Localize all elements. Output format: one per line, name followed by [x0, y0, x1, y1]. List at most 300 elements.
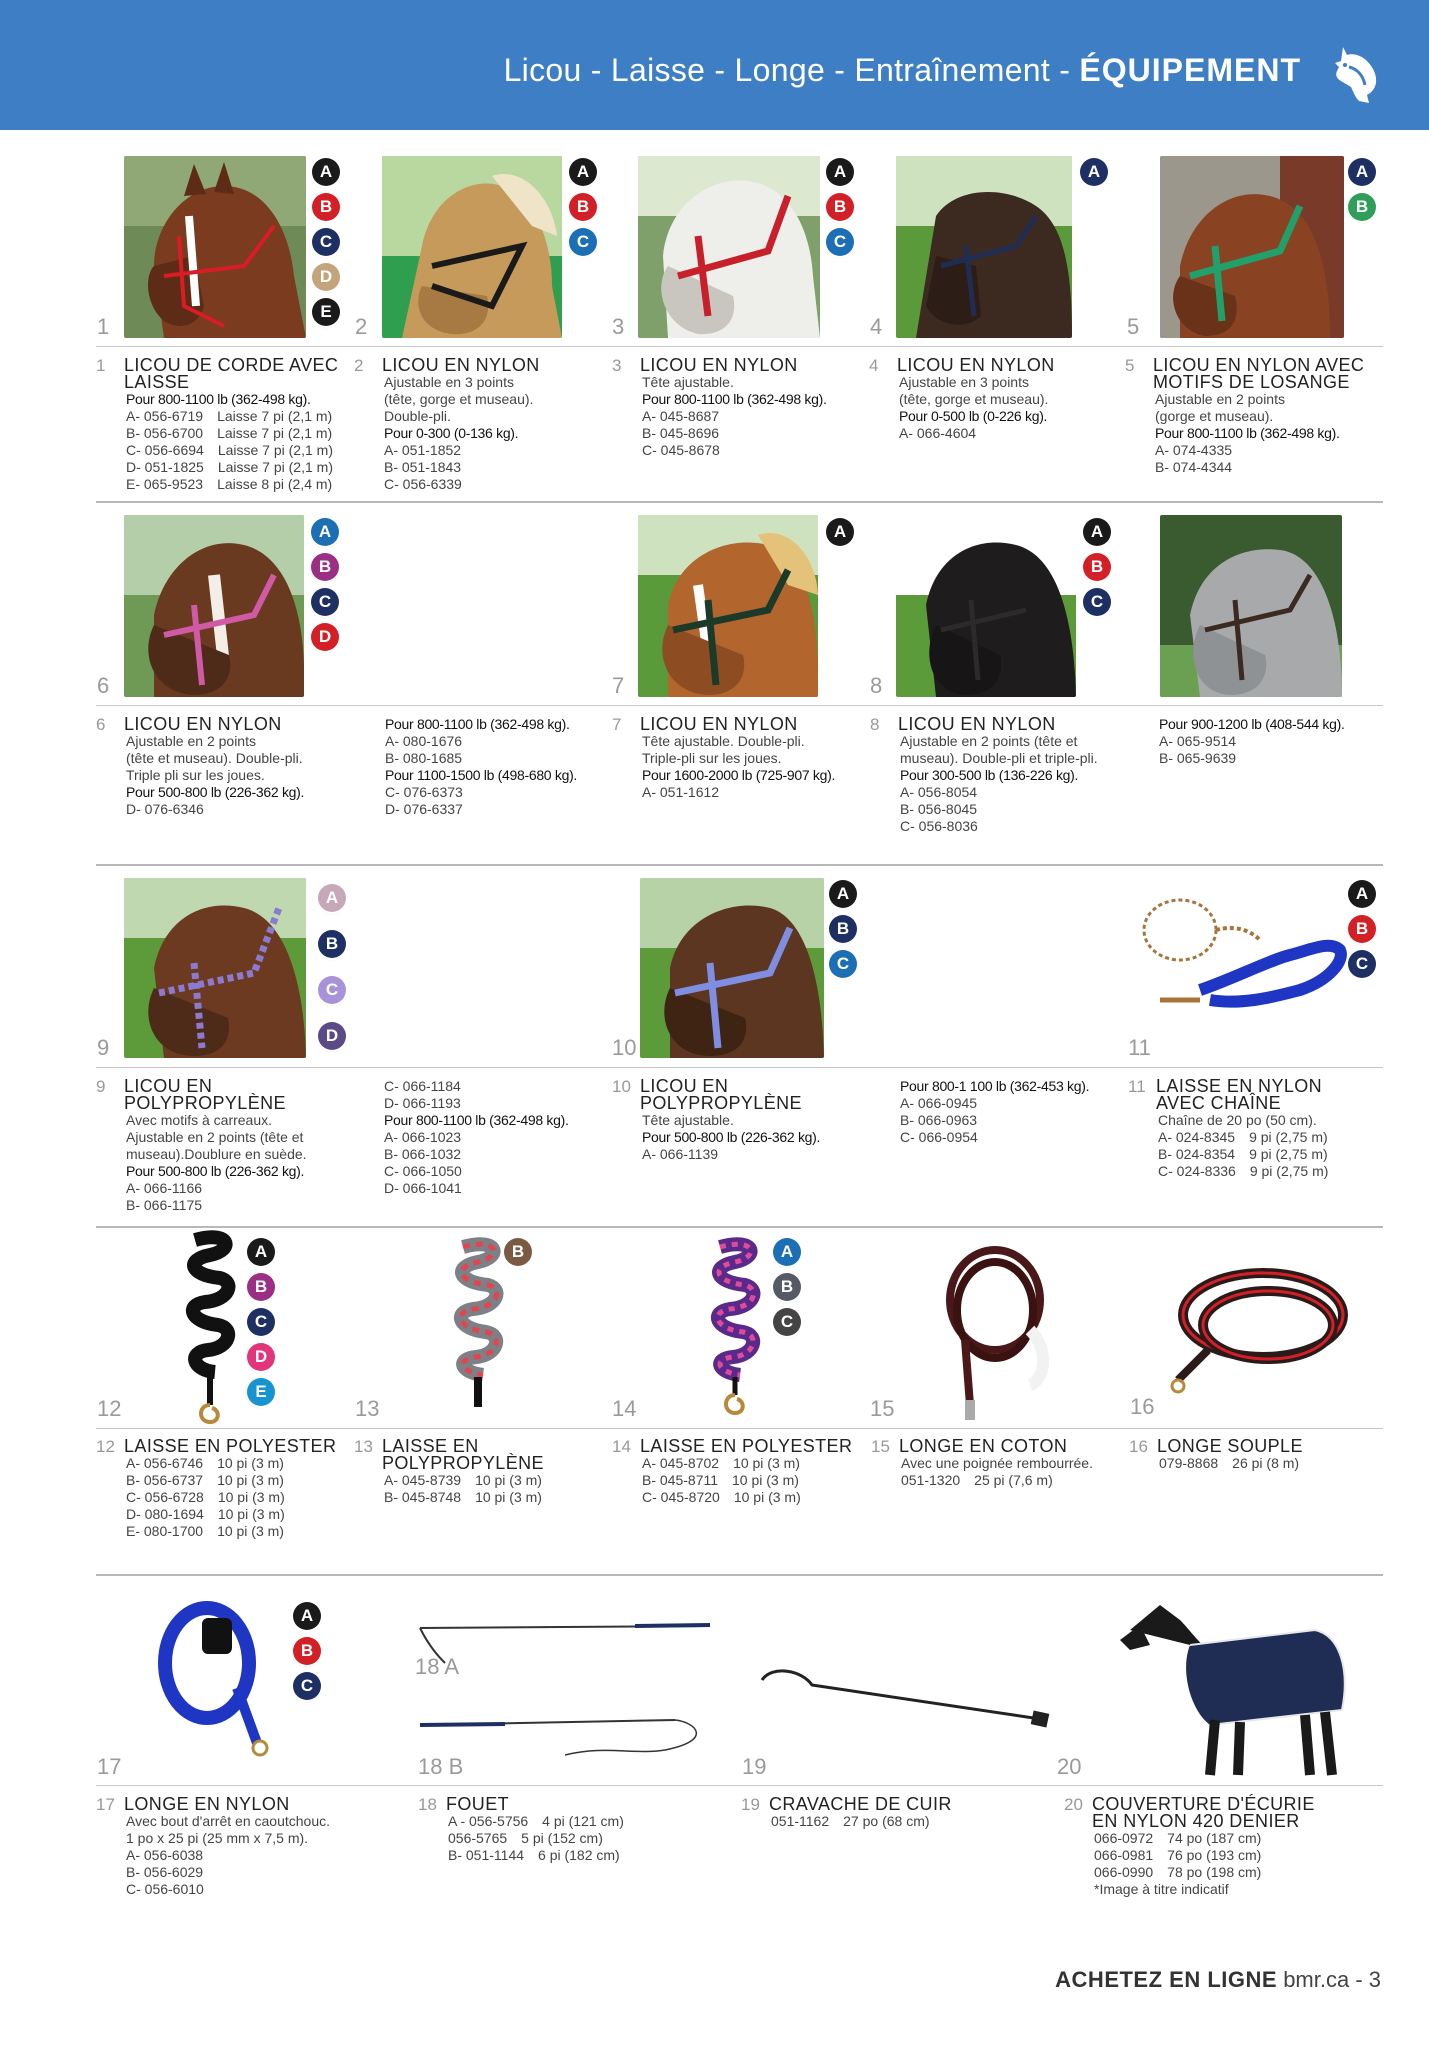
item-size: Laisse 7 pi (2,1 m) — [217, 425, 333, 441]
item-size: Laisse 7 pi (2,1 m) — [217, 408, 333, 424]
item-detail-line — [126, 1523, 348, 1540]
item-size: 9 pi (2,75 m) — [1249, 1163, 1329, 1179]
item-detail-line — [900, 1078, 1140, 1095]
item-detail-text: C- 056-6694 — [126, 442, 204, 458]
divider — [96, 1226, 1383, 1228]
item-detail-line — [1155, 425, 1377, 442]
item-detail-text: A- 066-1023 — [384, 1129, 462, 1145]
image-number: 6 — [97, 673, 110, 698]
item-detail-line — [126, 442, 348, 459]
item-detail-line — [126, 733, 348, 750]
item-title: LICOU EN NYLON — [640, 714, 798, 734]
variant-badge-a: A — [318, 884, 346, 912]
product-item — [1131, 1438, 1381, 1472]
item-detail-line — [126, 1129, 348, 1146]
item-detail-text: (tête, gorge et museau). — [384, 391, 534, 407]
item-detail-line — [126, 1112, 348, 1129]
item-detail-text: museau).Doublure en suède. — [126, 1146, 307, 1162]
item-detail-text: B- 051-1843 — [384, 459, 462, 475]
product-item — [1066, 1796, 1316, 1898]
product-item — [356, 1438, 606, 1506]
item-detail-line — [642, 1112, 864, 1129]
item-detail-line — [126, 750, 348, 767]
item-number: 16 — [1129, 1437, 1148, 1456]
product-photo-17 — [152, 1598, 282, 1758]
item-detail-line — [1158, 1163, 1380, 1180]
item-size: 78 po (198 cm) — [1167, 1864, 1262, 1880]
item-detail-text: Avec motifs à carreaux. — [126, 1112, 273, 1128]
image-number: 4 — [870, 314, 883, 339]
item-title: LONGE SOUPLE — [1157, 1436, 1303, 1456]
variant-badge-c: C — [247, 1308, 275, 1336]
item-detail-line — [126, 1163, 348, 1180]
variant-badge-c: C — [1348, 950, 1376, 978]
item-detail-text: A- 066-0945 — [900, 1095, 978, 1111]
item-detail-text: Ajustable en 3 points — [899, 374, 1029, 390]
item-detail-text: Avec une poignée rembourrée. — [901, 1455, 1093, 1471]
item-number: 9 — [96, 1077, 106, 1096]
item-detail-line — [642, 1146, 864, 1163]
item-detail-text: Tête ajustable. — [642, 1112, 734, 1128]
item-detail-text: Tête ajustable. Double-pli. — [642, 733, 805, 749]
product-item-continued — [384, 1078, 624, 1197]
item-detail-line — [384, 476, 606, 493]
item-size: 10 pi (3 m) — [475, 1472, 542, 1488]
item-detail-line — [126, 784, 348, 801]
divider — [96, 705, 1383, 706]
item-detail-text: Triple pli sur les joues. — [126, 767, 265, 783]
item-title: LICOU EN — [124, 1076, 213, 1096]
item-detail-text: Ajustable en 2 points (tête et — [126, 1129, 304, 1145]
item-detail-text: E- 080-1700 — [126, 1523, 204, 1539]
variant-badge-a: A — [1348, 158, 1376, 186]
item-detail-line — [642, 425, 864, 442]
product-item — [420, 1796, 670, 1864]
image-number: 19 — [742, 1754, 767, 1779]
variant-badge-b: B — [1348, 193, 1376, 221]
variant-badge-e: E — [247, 1378, 275, 1406]
item-detail-line — [642, 374, 864, 391]
item-title: POLYPROPYLÈNE — [382, 1453, 544, 1473]
item-detail-line — [1159, 716, 1399, 733]
item-title: LICOU EN NYLON — [897, 355, 1055, 375]
product-item — [98, 1796, 348, 1898]
image-number: 9 — [97, 1035, 110, 1060]
item-detail-text: Pour 800-1100 lb (362-498 kg). — [385, 716, 570, 732]
item-detail-text: D- 066-1193 — [384, 1095, 461, 1111]
item-detail-text: B- 056-8045 — [900, 801, 978, 817]
item-detail-line — [126, 801, 348, 818]
item-detail-line — [448, 1847, 670, 1864]
item-detail-line — [1094, 1864, 1316, 1881]
item-number: 14 — [612, 1437, 631, 1456]
item-detail-text: B- 080-1685 — [385, 750, 463, 766]
item-detail-text: museau). Double-pli et triple-pli. — [900, 750, 1098, 766]
item-detail-line — [900, 818, 1122, 835]
item-detail-line — [126, 1847, 348, 1864]
item-detail-text: Double-pli. — [384, 408, 451, 424]
item-detail-line — [900, 1112, 1140, 1129]
variant-badge-a: A — [293, 1602, 321, 1630]
item-detail-text: 051-1320 — [901, 1472, 961, 1488]
variant-badge-c: C — [311, 588, 339, 616]
item-number: 17 — [96, 1795, 115, 1814]
item-detail-line — [642, 733, 864, 750]
product-item — [1130, 1078, 1380, 1180]
item-detail-text: B- 045-8748 — [384, 1489, 462, 1505]
footer-shop-online — [1055, 1967, 1381, 1993]
item-detail-text: B- 056-6029 — [126, 1864, 204, 1880]
divider — [96, 501, 1383, 503]
variant-badge-c: C — [293, 1672, 321, 1700]
item-detail-text: Pour 500-800 lb (226-362 kg). — [126, 784, 305, 800]
item-detail-text: B- 045-8711 — [642, 1472, 719, 1488]
item-number: 1 — [96, 356, 106, 375]
item-detail-line — [385, 767, 625, 784]
item-detail-text: D- 066-1041 — [384, 1180, 462, 1196]
variant-badge-c: C — [318, 976, 346, 1004]
image-number: 13 — [355, 1396, 380, 1421]
item-title: LAISSE EN POLYESTER — [124, 1436, 337, 1456]
product-item-continued — [1159, 716, 1399, 767]
item-detail-line — [1155, 459, 1377, 476]
item-detail-line — [900, 733, 1122, 750]
item-detail-line — [126, 1455, 348, 1472]
item-detail-text: C- 056-6339 — [384, 476, 462, 492]
image-number: 7 — [612, 673, 625, 698]
item-size: 10 pi (3 m) — [475, 1489, 542, 1505]
item-detail-line — [1158, 1146, 1380, 1163]
footer-site: bmr.ca - 3 — [1283, 1967, 1381, 1992]
item-detail-line — [642, 750, 864, 767]
item-detail-line — [126, 1506, 348, 1523]
item-size: 9 pi (2,75 m) — [1249, 1146, 1328, 1162]
item-size: 6 pi (182 cm) — [538, 1847, 620, 1863]
item-number: 8 — [870, 715, 880, 734]
item-detail-text: 1 po x 25 pi (25 mm x 7,5 m). — [126, 1830, 309, 1846]
item-size: Laisse 8 pi (2,4 m) — [217, 476, 333, 492]
variant-badge-d: D — [311, 623, 339, 651]
item-detail-text: A- 051-1852 — [384, 442, 462, 458]
item-detail-line — [1159, 750, 1399, 767]
variant-badge-b: B — [247, 1273, 275, 1301]
variant-badge-a: A — [312, 158, 340, 186]
product-photo-20 — [1110, 1590, 1350, 1780]
image-number: 2 — [355, 314, 368, 339]
variant-badge-a: A — [826, 518, 854, 546]
item-detail-text: Ajustable en 2 points — [126, 733, 256, 749]
item-title: LICOU EN NYLON — [382, 355, 540, 375]
item-detail-line — [642, 1472, 864, 1489]
divider — [96, 1574, 1383, 1576]
item-detail-text: Pour 800-1100 lb (362-498 kg). — [126, 391, 311, 407]
product-photo-5 — [1160, 156, 1344, 338]
image-number: 14 — [612, 1396, 637, 1421]
item-number: 10 — [612, 1077, 631, 1096]
item-title: AVEC CHAÎNE — [1156, 1093, 1282, 1113]
item-size: 27 po (68 cm) — [843, 1813, 930, 1829]
variant-badge-d: D — [312, 263, 340, 291]
product-item — [98, 716, 348, 818]
product-item — [1127, 357, 1377, 476]
item-detail-text: B- 045-8696 — [642, 425, 720, 441]
variant-badge-b: B — [569, 193, 597, 221]
item-detail-line — [899, 408, 1121, 425]
item-detail-text: A- 080-1676 — [385, 733, 463, 749]
item-size: 10 pi (3 m) — [733, 1455, 800, 1471]
item-detail-line — [1094, 1881, 1316, 1898]
item-size: 10 pi (3 m) — [732, 1472, 799, 1488]
item-detail-line — [642, 408, 864, 425]
item-detail-line — [384, 1095, 624, 1112]
item-detail-line — [1159, 1455, 1381, 1472]
product-item — [743, 1796, 993, 1830]
item-detail-text: 066-0981 — [1094, 1847, 1154, 1863]
item-number: 18 — [418, 1795, 437, 1814]
item-title: LONGE EN NYLON — [124, 1794, 290, 1814]
product-photo-13 — [448, 1237, 508, 1417]
item-detail-line — [900, 784, 1122, 801]
variant-badge-c: C — [829, 950, 857, 978]
variant-badge-b: B — [312, 193, 340, 221]
item-detail-line — [900, 750, 1122, 767]
variant-badge-a: A — [569, 158, 597, 186]
item-detail-line — [384, 374, 606, 391]
item-detail-text: A- 056-8054 — [900, 784, 978, 800]
item-detail-line — [126, 391, 348, 408]
item-detail-text: Pour 1600-2000 lb (725-907 kg). — [642, 767, 836, 783]
item-detail-text: A - 056-5756 — [448, 1813, 529, 1829]
item-detail-text: A- 066-4604 — [899, 425, 977, 441]
item-number: 20 — [1064, 1795, 1083, 1814]
image-number: 1 — [97, 314, 110, 339]
item-detail-text: 051-1162 — [771, 1813, 830, 1829]
item-number: 4 — [869, 356, 879, 375]
item-detail-line — [385, 750, 625, 767]
product-photo-15 — [935, 1240, 1055, 1425]
item-detail-text: C- 066-1184 — [384, 1078, 461, 1094]
item-size: 10 pi (3 m) — [217, 1506, 285, 1522]
item-detail-text: C- 024-8336 — [1158, 1163, 1236, 1179]
variant-badge-a: A — [311, 518, 339, 546]
variant-badge-c: C — [826, 228, 854, 256]
item-size: Laisse 7 pi (2,1 m) — [217, 459, 333, 475]
image-number: 12 — [97, 1396, 122, 1421]
variant-badge-a: A — [1080, 158, 1108, 186]
item-detail-line — [448, 1830, 670, 1847]
item-detail-text: (tête et museau). Double-pli. — [126, 750, 303, 766]
image-number: 18 A — [415, 1654, 460, 1679]
item-detail-text: B- 066-1032 — [384, 1146, 462, 1162]
variant-badge-a: A — [829, 880, 857, 908]
item-title: LAISSE EN — [382, 1436, 479, 1456]
item-detail-text: B- 066-1175 — [126, 1197, 203, 1213]
item-detail-line — [1158, 1129, 1380, 1146]
page-title: Licou - Laisse - Longe - Entraînement - ÉQUIPEMENT — [503, 52, 1301, 88]
item-detail-text: A- 066-1139 — [642, 1146, 719, 1162]
image-number: 3 — [612, 314, 625, 339]
item-detail-line — [899, 391, 1121, 408]
variant-badge-b: B — [318, 930, 346, 958]
item-detail-text: D- 076-6337 — [385, 801, 463, 817]
item-detail-line — [642, 1489, 864, 1506]
item-detail-line — [384, 1163, 624, 1180]
item-detail-line — [126, 1197, 348, 1214]
image-number: 5 — [1127, 314, 1140, 339]
item-detail-line — [385, 733, 625, 750]
item-detail-line — [1155, 408, 1377, 425]
item-title: LICOU EN — [640, 1076, 729, 1096]
divider — [96, 1067, 1383, 1068]
item-detail-text: D- 076-6346 — [126, 801, 204, 817]
variant-badge-b: B — [826, 193, 854, 221]
item-title: LONGE EN COTON — [899, 1436, 1068, 1456]
item-detail-text: Avec bout d'arrêt en caoutchouc. — [126, 1813, 330, 1829]
variant-badge-a: A — [826, 158, 854, 186]
item-detail-text: B- 065-9639 — [1159, 750, 1237, 766]
item-detail-line — [384, 1489, 606, 1506]
product-item — [98, 1438, 348, 1540]
item-detail-line — [384, 1146, 624, 1163]
product-photo-7 — [638, 515, 818, 697]
item-number: 7 — [612, 715, 622, 734]
item-detail-line — [384, 391, 606, 408]
item-detail-line — [384, 1112, 624, 1129]
product-item — [356, 357, 606, 493]
item-detail-line — [126, 1180, 348, 1197]
item-title: LICOU EN NYLON — [124, 714, 282, 734]
item-detail-line — [1155, 391, 1377, 408]
item-size: Laisse 7 pi (2,1 m) — [217, 442, 333, 458]
item-detail-text: *Image à titre indicatif — [1094, 1881, 1229, 1897]
item-detail-line — [1155, 442, 1377, 459]
image-number: 18 B — [418, 1754, 464, 1779]
product-photo-3 — [638, 156, 820, 338]
item-detail-line — [126, 425, 348, 442]
image-number: 11 — [1128, 1035, 1151, 1060]
product-photo-19 — [752, 1660, 1052, 1740]
item-title: LAISSE — [124, 372, 190, 392]
variant-badge-c: C — [1083, 588, 1111, 616]
product-photo-4 — [896, 156, 1072, 338]
item-detail-line — [642, 767, 864, 784]
item-detail-text: C- 066-1050 — [384, 1163, 462, 1179]
item-number: 6 — [96, 715, 106, 734]
item-detail-text: C- 056-8036 — [900, 818, 978, 834]
variant-badge-d: D — [247, 1343, 275, 1371]
variant-badge-c: C — [773, 1308, 801, 1336]
item-detail-line — [900, 1095, 1140, 1112]
item-detail-text: A- 045-8739 — [384, 1472, 462, 1488]
product-item-continued — [385, 716, 625, 818]
item-detail-text: 066-0990 — [1094, 1864, 1154, 1880]
item-detail-text: A- 066-1166 — [126, 1180, 203, 1196]
divider — [96, 1785, 1383, 1786]
item-detail-text: B- 066-0963 — [900, 1112, 978, 1128]
item-detail-text: A- 065-9514 — [1159, 733, 1237, 749]
item-detail-text: Pour 1100-1500 lb (498-680 kg). — [385, 767, 578, 783]
item-title: EN NYLON 420 DENIER — [1092, 1811, 1300, 1831]
product-photo-18a — [415, 1618, 715, 1698]
item-detail-line — [126, 1489, 348, 1506]
item-detail-line — [901, 1472, 1123, 1489]
item-detail-line — [126, 1864, 348, 1881]
item-detail-line — [384, 1180, 624, 1197]
item-detail-line — [126, 1472, 348, 1489]
item-detail-line — [384, 442, 606, 459]
item-size: 25 pi (7,6 m) — [974, 1472, 1053, 1488]
item-title: COUVERTURE D'ÉCURIE — [1092, 1794, 1315, 1814]
product-photo-12 — [180, 1230, 240, 1425]
item-size: 10 pi (3 m) — [217, 1455, 284, 1471]
variant-badge-e: E — [312, 298, 340, 326]
item-detail-line — [384, 408, 606, 425]
variant-badge-b: B — [773, 1273, 801, 1301]
item-detail-text: D- 080-1694 — [126, 1506, 204, 1522]
product-photo-6 — [124, 515, 304, 697]
item-detail-line — [1094, 1847, 1316, 1864]
item-number: 19 — [741, 1795, 760, 1814]
item-detail-line — [126, 1146, 348, 1163]
item-size: 10 pi (3 m) — [217, 1523, 284, 1539]
item-detail-text: Pour 900-1200 lb (408-544 kg). — [1159, 716, 1345, 732]
item-size: 9 pi (2,75 m) — [1249, 1129, 1328, 1145]
item-detail-text: Tête ajustable. — [642, 374, 734, 390]
item-detail-text: D- 051-1825 — [126, 459, 204, 475]
item-number: 3 — [612, 356, 622, 375]
product-photo-9 — [124, 878, 306, 1058]
item-size: 5 pi (152 cm) — [521, 1830, 603, 1846]
item-number: 12 — [96, 1437, 115, 1456]
image-number: 10 — [612, 1035, 637, 1060]
product-photo-8b — [1160, 515, 1342, 697]
item-size: 26 pi (8 m) — [1232, 1455, 1300, 1471]
divider — [96, 864, 1383, 866]
item-number: 2 — [354, 356, 364, 375]
item-detail-line — [126, 1830, 348, 1847]
item-size: 4 pi (121 cm) — [542, 1813, 624, 1829]
image-number: 8 — [870, 673, 883, 698]
product-item — [871, 357, 1121, 442]
item-detail-line — [126, 459, 348, 476]
item-detail-text: Pour 500-800 lb (226-362 kg). — [642, 1129, 821, 1145]
variant-badge-a: A — [1348, 880, 1376, 908]
item-detail-text: Pour 300-500 lb (136-226 kg). — [900, 767, 1079, 783]
item-detail-text: C- 056-6728 — [126, 1489, 204, 1505]
item-detail-text: 079-8868 — [1159, 1455, 1219, 1471]
variant-badge-b: B — [293, 1637, 321, 1665]
item-detail-line — [642, 1129, 864, 1146]
item-detail-text: A- 045-8702 — [642, 1455, 720, 1471]
item-detail-line — [384, 1129, 624, 1146]
item-detail-line — [642, 442, 864, 459]
product-item-continued — [900, 1078, 1140, 1146]
variant-badge-c: C — [569, 228, 597, 256]
item-detail-line — [901, 1455, 1123, 1472]
item-detail-text: A- 056-6038 — [126, 1847, 204, 1863]
item-size: 10 pi (3 m) — [217, 1489, 285, 1505]
product-item — [614, 1438, 864, 1506]
variant-badge-a: A — [1083, 518, 1111, 546]
item-detail-text: A- 024-8345 — [1158, 1129, 1236, 1145]
item-title: LAISSE EN POLYESTER — [640, 1436, 853, 1456]
item-detail-line — [126, 476, 348, 493]
item-title: LICOU EN NYLON AVEC — [1153, 355, 1365, 375]
item-detail-line — [126, 408, 348, 425]
image-number: 20 — [1057, 1754, 1082, 1779]
item-size: 10 pi (3 m) — [217, 1472, 284, 1488]
product-item — [872, 716, 1122, 835]
